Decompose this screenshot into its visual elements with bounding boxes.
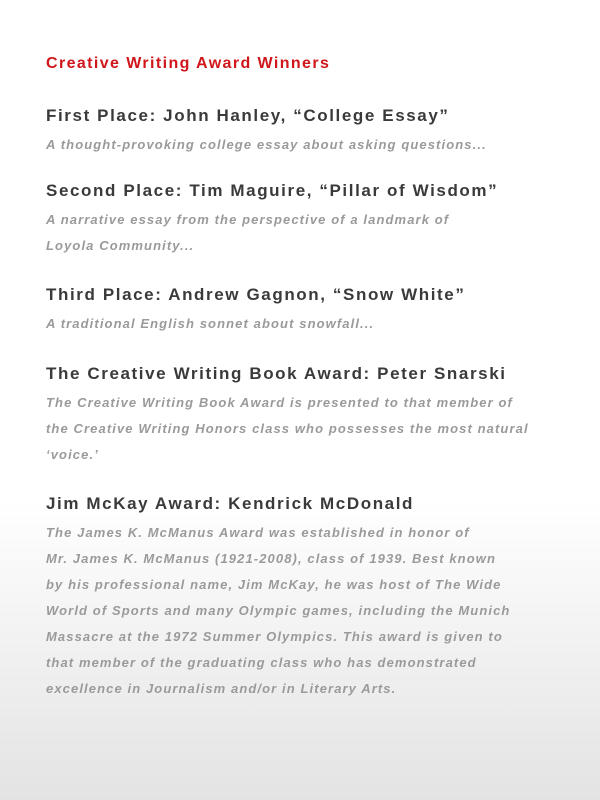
award-entry-second-place [46, 181, 566, 259]
award-entry-book-award [46, 364, 566, 468]
award-title: The Creative Writing Book Award: Peter Snarski [46, 364, 507, 383]
page-title: Creative Writing Award Winners [46, 55, 331, 72]
description-line: A thought-provoking college essay about asking questions... [46, 137, 487, 152]
description-line: World of Sports and many Olympic games, including the Munich [46, 603, 511, 618]
award-description [46, 132, 566, 158]
description-line: A traditional English sonnet about snowfall... [46, 316, 375, 331]
award-description [46, 390, 566, 468]
description-line: ‘voice.’ [46, 447, 99, 462]
description-line: Massacre at the 1972 Summer Olympics. This award is given to [46, 629, 503, 644]
award-title: Jim McKay Award: Kendrick McDonald [46, 494, 415, 513]
description-line: Loyola Community... [46, 238, 195, 253]
description-line: that member of the graduating class who has demonstrated [46, 655, 477, 670]
description-line: the Creative Writing Honors class who possesses the most natural [46, 421, 529, 436]
description-line: by his professional name, Jim McKay, he was host of The Wide [46, 577, 502, 592]
award-title: Second Place: Tim Maguire, “Pillar of Wisdom” [46, 181, 499, 200]
description-line: The Creative Writing Book Award is presented to that member of [46, 395, 513, 410]
award-description [46, 207, 566, 259]
description-line: The James K. McManus Award was established in honor of [46, 525, 470, 540]
award-entry-first-place [46, 106, 566, 158]
description-line: A narrative essay from the perspective of a landmark of [46, 212, 450, 227]
award-description [46, 520, 566, 702]
award-title: Third Place: Andrew Gagnon, “Snow White” [46, 285, 466, 304]
award-entry-jim-mckay-award [46, 494, 566, 702]
description-line: Mr. James K. McManus (1921-2008), class of 1939. Best known [46, 551, 497, 566]
description-line: excellence in Journalism and/or in Literary Arts. [46, 681, 397, 696]
award-entry-third-place [46, 285, 566, 337]
award-title: First Place: John Hanley, “College Essay” [46, 106, 450, 125]
award-description [46, 311, 566, 337]
